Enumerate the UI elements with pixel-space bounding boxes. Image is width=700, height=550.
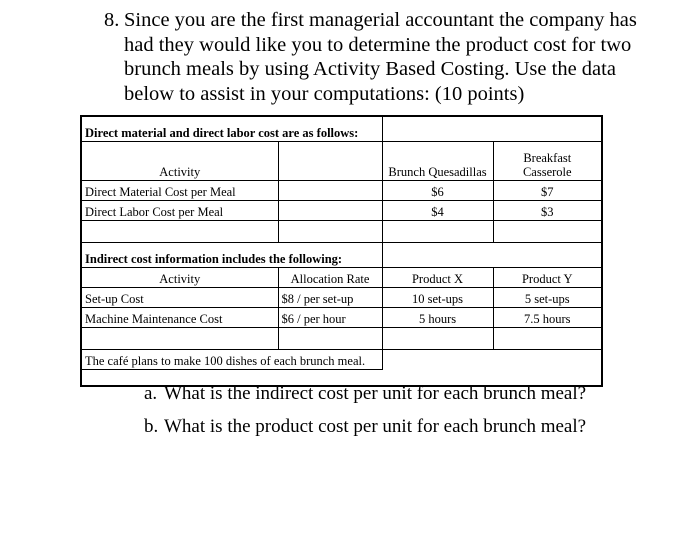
direct-cost-header: Direct material and direct labor cost are as follows: [81,116,382,142]
cell-value: $4 [382,201,493,221]
subquestions [144,382,604,448]
cost-data-table [80,115,603,387]
cell-value: 5 set-ups [493,288,602,308]
subquestion-text: What is the product cost per unit for each brunch meal? [164,416,587,437]
subquestion-text: What is the indirect cost per unit for each brunch meal? [164,383,587,404]
cell-value: $8 / per set-up [278,288,382,308]
table-row [81,142,602,181]
allocation-rate-header: Allocation Rate [278,268,382,288]
row-label: Machine Maintenance Cost [81,308,278,328]
question-block [104,8,664,106]
table-row [81,328,602,350]
subquestion-label: a. [144,383,158,404]
table-row [81,201,602,221]
table-row [81,268,602,288]
row-label: Direct Labor Cost per Meal [81,201,278,221]
table-row [81,350,602,370]
row-label: Direct Material Cost per Meal [81,181,278,201]
cell-value: $3 [493,201,602,221]
table-footer-note: The café plans to make 100 dishes of each brunch meal. [81,350,382,370]
subquestion-b [144,415,604,438]
table-row [81,288,602,308]
product-y-header: Product Y [493,268,602,288]
cell-value: 7.5 hours [493,308,602,328]
cell-value: 10 set-ups [382,288,493,308]
activity-column-header: Activity [81,142,278,181]
table-row [81,221,602,243]
cell-value: $7 [493,181,602,201]
product-2-line2: Casserole [522,165,572,179]
product-2-line1: Breakfast [523,151,572,165]
table-row [81,181,602,201]
table-row [81,243,602,268]
cell-value: 5 hours [382,308,493,328]
table-row [81,116,602,142]
question-text: Since you are the first managerial accountant the company has had they would like you to determine the product cost for two brunch meals by using Activity Based Costing. Use the data below to assist in your computations: (10 points) [124,9,637,105]
cell-value: $6 [382,181,493,201]
product-x-header: Product X [382,268,493,288]
subquestion-a [144,382,604,405]
cell-value: $6 / per hour [278,308,382,328]
row-label: Set-up Cost [81,288,278,308]
question-number: 8. [104,9,120,31]
subquestion-label: b. [144,416,159,437]
indirect-cost-header: Indirect cost information includes the following: [81,243,382,268]
product-2-header [493,142,602,181]
table-row [81,308,602,328]
product-1-header: Brunch Quesadillas [382,142,493,181]
indirect-activity-header: Activity [81,268,278,288]
